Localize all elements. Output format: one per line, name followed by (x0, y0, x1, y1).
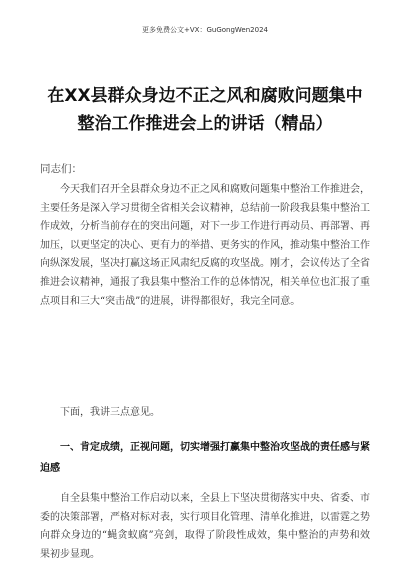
body-paragraph-1: 今天我们召开全县群众身边不正之风和腐败问题集中整治工作推进会，主要任务是深入学习贯彻全省相关会议精神，总结前一阶段我县集中整治工作成效，分析当前存在的突出问题，对下一步工作进行再动员、再部署、再加压，以更坚定的决心、更有力的举措、更务实的作风，推动集中整治工作向纵深发展，坚决打赢这场正风肃纪反腐的攻坚战。刚才，会议传达了全省推进会议精神，通报了我县集中整治工作的总体情况，相关单位也汇报了重点项目和三大“突击战”的进展，讲得都很好，我完全同意。 (40, 184, 370, 307)
page-header-note: 更多免费公文+VX：GuGongWen2024 (142, 26, 268, 34)
body-paragraph-2: 下面，我讲三点意见。 (60, 407, 160, 418)
section-heading-1: 一、肯定成绩，正视问题，切实增强打赢集中整治攻坚战的责任感与紧迫感 (40, 442, 370, 474)
section-paragraph-1: 自全县集中整治工作启动以来，全县上下坚决贯彻落实中央、省委、市委的决策部署，严格对标对表，实行项目化管理、清单化推进，以雷霆之势向群众身边的“蝇贪蚁腐”亮剑，取得了阶段性成效，集中整治的声势和效果初步显现。 (40, 493, 370, 560)
salutation: 同志们： (40, 163, 82, 175)
document-title: 在XX县群众身边不正之风和腐败问题集中整治工作推进会上的讲话（精品） (47, 86, 363, 134)
